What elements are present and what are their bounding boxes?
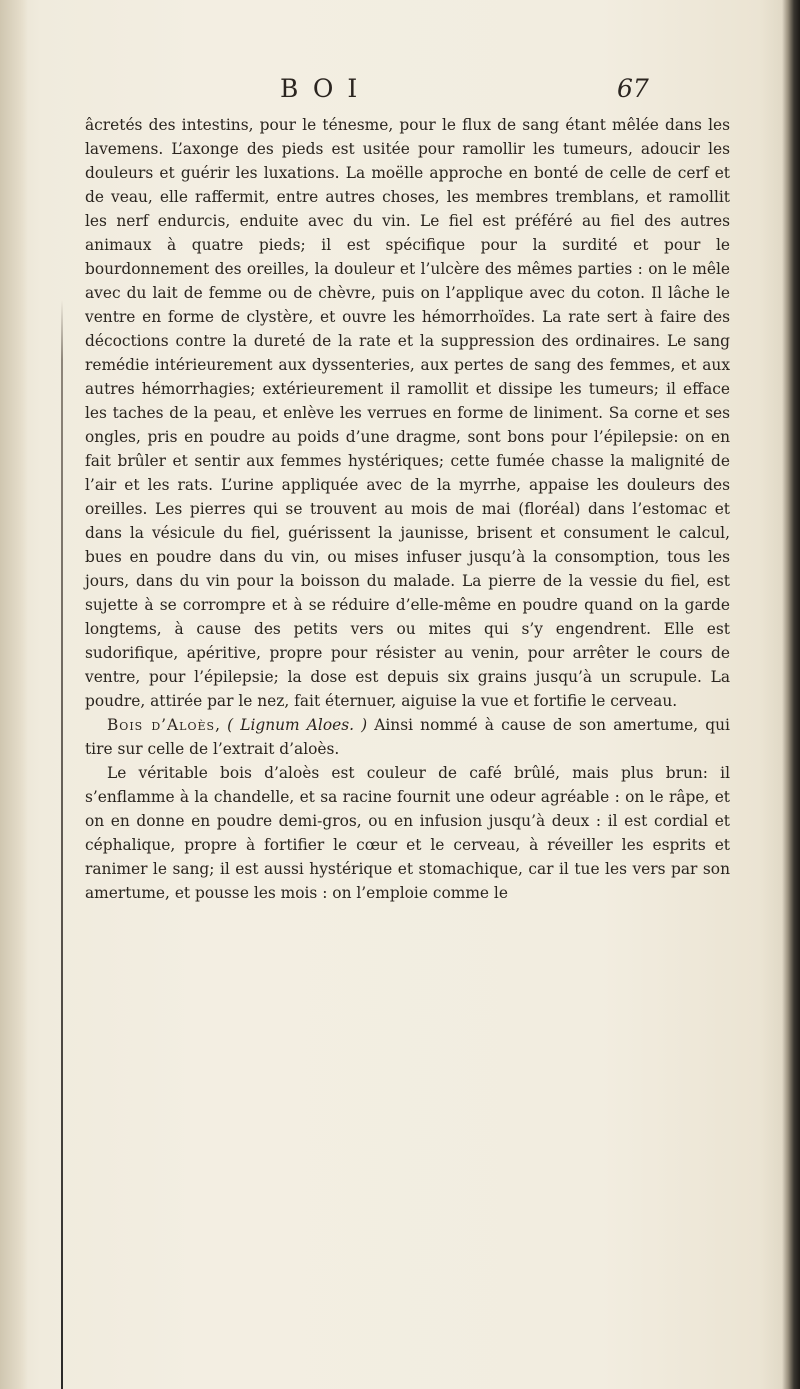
entry-latin-name: ( Lignum Aloes. ) [227,716,368,734]
page-header [0,60,800,110]
main-text [85,113,730,905]
entry-definition: Ainsi nommé à cause de son amertume, qui tire sur celle de l’extrait d’aloès. [85,716,730,758]
paragraph-description: Le véritable bois d’aloès est couleur de café brûlé, mais plus brun: il s’enflamme à la chandelle, et sa racine fournit une odeur agréable : on le râpe, et on en donne en poudre demi-gros, ou en infusion jusqu’à deux : il est cordial et céphalique, propre à fortifier le cœur et le cerveau, à réveiller les esprits et ranimer le sang; il est aussi hystérique et stomachique, car il tue les vers par son amertume, et pousse les mois : on l’emploie comme le [85,764,730,902]
binding-shadow [61,300,63,1389]
paragraph-continuation: âcretés des intestins, pour le ténesme, pour le flux de sang étant mêlée dans les lavemens. L’axonge des pieds est usitée pour ramollir les tumeurs, adoucir les douleurs et guérir les luxations. La moëlle approche en bonté de celle de cerf et de veau, elle raffermit, entre autres choses, les membres tremblans, et ramollit les nerf endurcis, enduite avec du vin. Le fiel est préféré au fiel des autres animaux à quatre pieds; il est spécifique pour la surdité et pour le bourdonnement des oreilles, la douleur et l’ulcère des mêmes parties : on le mêle avec du lait de femme ou de chèvre, puis on l’applique avec du coton. Il lâche le ventre en forme de clystère, et ouvre les hémorrhoïdes. La rate sert à faire des décoctions contre la dureté de la rate et la suppression des ordinaires. Le sang remédie intérieurement aux dyssenteries, aux pertes de sang des femmes, et aux autres hémorrhagies; extérieurement il ramollit et dissipe les tumeurs; il efface les taches de la peau, et enlève les verrues en forme de liniment. Sa corne et ses ongles, pris en poudre au poids d’une dragme, sont bons pour l’épilepsie: on en fait brûler et sentir aux femmes hystériques; cette fumée chasse la malignité de l’air et les rats. L’urine appliquée avec de la myrrhe, appaise les douleurs des oreilles. Les pierres qui se trouvent au mois de mai (floréal) dans l’estomac et dans la vésicule du fiel, guérissent la jaunisse, brisent et consument le calcul, bues en poudre dans du vin, ou mises infuser jusqu’à la consomption, tous les jours, dans du vin pour la boisson du malade. La pierre de la vessie du fiel, est sujette à se corrompre et à se réduire d’elle-même en poudre quand on la garde longtems, à cause des petits vers ou mites qui s’y engendrent. Elle est sudorifique, apéritive, propre pour résister au venin, pour arrêter le cours de ventre, pour l’épilepsie; la dose est depuis six grains jusqu’à un scrupule. La poudre, attirée par le nez, fait éternuer, aiguise la vue et fortifie le cerveau. [85,116,730,710]
running-title: BOI [280,74,372,103]
entry-headword: Bois d’Aloès [107,716,216,734]
page-right-edge [782,0,800,1389]
page-number: 67 [617,74,649,103]
page-left-edge [0,0,28,1389]
entry-paragraph: Bois d’Aloès, ( Lignum Aloes. ) Ainsi nommé à cause de son amertume, qui tire sur celle de l’extrait d’aloès. [85,716,730,758]
